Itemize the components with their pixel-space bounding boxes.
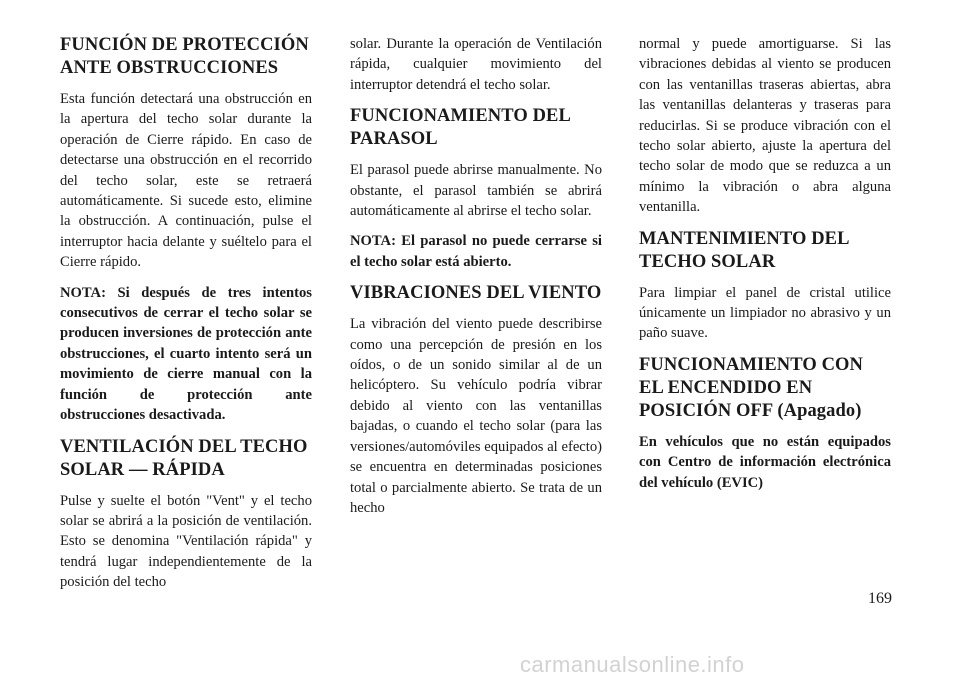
paragraph-quick-vent-cont: solar. Durante la operación de Ventilación rápida, cualquier movimiento del interruptor detendrá el techo solar.	[350, 36, 602, 93]
paragraph-wind-buffeting-cont: normal y puede amortiguarse. Si las vibraciones debidas al viento se producen con las ventanillas traseras abiertas, abra las ventanillas delanteras y traseras para reducirlas. Si se produce vibración con el techo solar abierto, ajuste la apertura del techo solar de modo que se reduzca a un mínimo la vibración o abra alguna ventanilla.	[639, 36, 891, 216]
column-2	[350, 34, 602, 528]
note-obstruction: NOTA: Si después de tres intentos consecutivos de cerrar el techo solar se producen inversiones de protección ante obstrucciones, el cuarto intento será un movimiento de cierre manual con la función de protección ante obstrucciones desactivada.	[60, 284, 312, 424]
heading-obstruction-protection: FUNCIÓN DE PROTECCIÓN ANTE OBSTRUCCIONES	[60, 35, 309, 78]
paragraph-wind-buffeting: La vibración del viento puede describirse como una percepción de presión en los oídos, o de un sonido similar al de un helicóptero. Su vehículo podría vibrar debido al viento con las ventanillas bajadas, o cuando el techo solar (para las versiones/automóviles equipados al efecto) se encuentra en determinadas posiciones total o parcialmente abierto. Se trata de un hecho	[350, 316, 602, 516]
note-sunshade: NOTA: El parasol no puede cerrarse si el techo solar está abierto.	[350, 233, 602, 270]
paragraph-quick-vent: Pulse y suelte el botón "Vent" y el techo solar se abrirá a la posición de ventilación. Esto se denomina "Ventilación rápida" y tendrá lugar independientemente de la posición del techo	[60, 492, 312, 591]
heading-wind-buffeting: VIBRACIONES DEL VIENTO	[350, 283, 602, 304]
heading-sunshade: FUNCIONAMIENTO DEL PARASOL	[350, 106, 570, 150]
paragraph-evic: En vehículos que no están equipados con Centro de información electrónica del vehículo (EVIC)	[639, 433, 891, 491]
heading-sunroof-maintenance: MANTENIMIENTO DEL TECHO SOLAR	[639, 228, 849, 272]
column-3	[639, 34, 891, 503]
paragraph-obstruction-protection: Esta función detectará una obstrucción en la apertura del techo solar durante la operación de Cierre rápido. En caso de detectarse una obstrucción en el recorrido del techo solar, este se retraerá automáticamente. Si sucede esto, elimine la obstrucción. A continuación, pulse el interruptor hacia delante y suéltelo para el Cierre rápido.	[60, 91, 312, 271]
page-number: 169	[868, 590, 892, 607]
heading-ignition-off-operation: FUNCIONAMIENTO CON EL ENCENDIDO EN POSICIÓN OFF (Apagado)	[639, 354, 863, 421]
paragraph-sunshade: El parasol puede abrirse manualmente. No obstante, el parasol también se abrirá automáticamente al abrirse el techo solar.	[350, 162, 602, 220]
heading-quick-vent: VENTILACIÓN DEL TECHO SOLAR — RÁPIDA	[60, 436, 308, 480]
column-1	[60, 34, 312, 603]
watermark: carmanualsonline.info	[520, 652, 745, 677]
paragraph-sunroof-maintenance: Para limpiar el panel de cristal utilice únicamente un limpiador no abrasivo y un paño suave.	[639, 284, 891, 342]
